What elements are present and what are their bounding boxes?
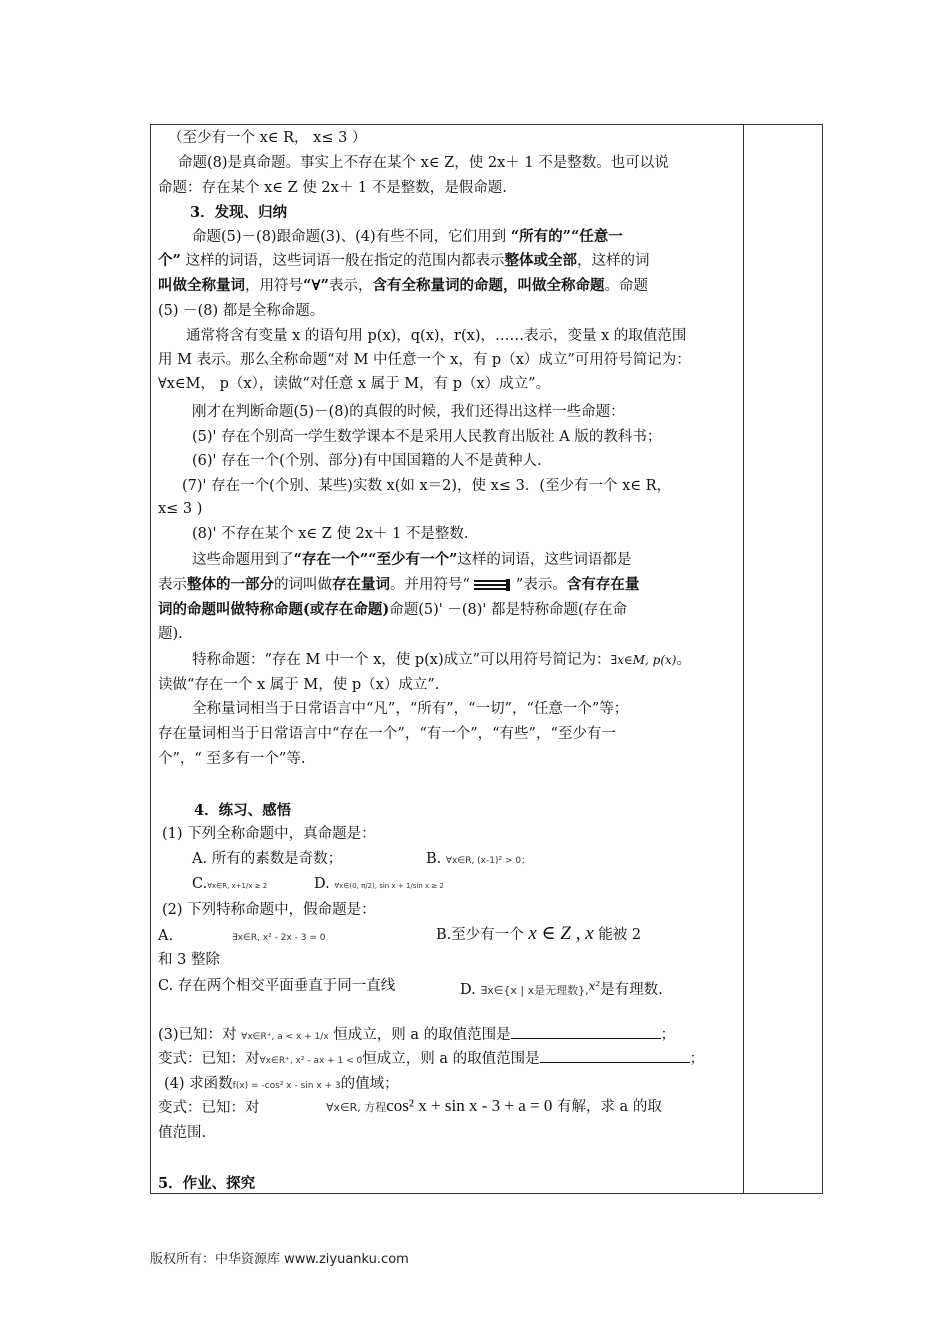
option-line: 和 3 整除 xyxy=(158,952,220,968)
paragraph-line: 命题(5)－(8)跟命题(3)、(4)有些不同，它们用到 “所有的”“任意一 xyxy=(192,228,623,245)
question-line: (1) 下列全称命题中，真命题是： xyxy=(162,826,376,842)
paragraph-line: (8)' 不存在某个 x∈ Z 使 2x＋ 1 不是整数. xyxy=(192,526,469,542)
paragraph-line: (6)' 存在一个(个别、部分)有中国国籍的人不是黄种人. xyxy=(192,453,542,469)
option-line: A. 所有的素数是奇数； xyxy=(192,851,343,867)
paragraph-line: 叫做全称量词，用符号“∀”表示，含有全称量词的命题，叫做全称命题。命题 xyxy=(158,277,648,294)
paragraph-line: 词的命题叫做特称命题(或存在命题)命题(5)' －(8)' 都是特称命题(存在命 xyxy=(158,601,628,618)
section-heading: 5．作业、探究 xyxy=(158,1175,256,1192)
paragraph-line: 个” 这样的词语，这些词语一般在指定的范围内都表示整体或全部，这样的词 xyxy=(158,252,650,269)
paragraph-line: 全称量词相当于日常语言中“凡”，“所有”，“一切”，“任意一个”等； xyxy=(192,701,629,717)
paragraph-line: 通常将含有变量 x 的语句用 p(x)，q(x)，r(x)，……表示，变量 x 的取值范围 xyxy=(186,328,687,344)
question-line: 变式：已知：对∀x∈R⁺, x² - ax + 1 < 0恒成立，则 a 的取值范围是 ； xyxy=(158,1048,704,1071)
paragraph-line: (5) －(8) 都是全称命题。 xyxy=(158,303,325,319)
question-line: (3)已知：对 ∀x∈R⁺, a < x + 1/x 恒成立，则 a 的取值范围是 ； xyxy=(158,1024,675,1047)
question-line: 值范围. xyxy=(158,1125,207,1141)
section-heading: 3．发现、归纳 xyxy=(190,204,288,221)
answer-blank[interactable] xyxy=(540,1048,690,1063)
paragraph-line: 读做“存在一个 x 属于 M，使 p（x）成立”. xyxy=(158,677,440,693)
option-line: ∃x∈R, x² - 2x - 3 = 0 xyxy=(232,933,326,943)
question-line: (4) 求函数f(x) = -cos² x - sin x + 3的值域； xyxy=(164,1076,399,1092)
paragraph-line: (7)' 存在一个(个别、某些)实数 x(如 x＝2)，使 x≤ 3．(至少有一个 x∈ R， xyxy=(182,478,672,494)
question-line: (2) 下列特称命题中，假命题是： xyxy=(162,902,376,918)
answer-blank[interactable] xyxy=(511,1024,661,1039)
option-line: D. ∀x∈(0, π/2), sin x + 1/sin x ≥ 2 xyxy=(314,876,444,892)
paragraph-line: 这些命题用到了“存在一个”“至少有一个”这样的词语，这些词语都是 xyxy=(192,551,632,568)
paragraph-line: 题). xyxy=(158,626,183,642)
section-heading: 4．练习、感悟 xyxy=(194,802,292,819)
option-line: A. xyxy=(158,928,174,944)
copyright-footer: 版权所有：中华资源库 www.ziyuanku.com xyxy=(150,1252,409,1267)
question-line: ∀x∈R, 方程cos² x + sin x - 3 + a = 0 有解，求 a 的取 xyxy=(326,1096,662,1115)
paragraph-line: 刚才在判断命题(5)－(8)的真假的时候，我们还得出这样一些命题： xyxy=(192,404,625,420)
exists-symbol-icon xyxy=(470,578,516,592)
option-line: C. 存在两个相交平面垂直于同一直线 xyxy=(158,978,396,994)
paragraph-line: ∀x∈M， p（x），读做“对任意 x 属于 M，有 p（x）成立”。 xyxy=(158,376,551,392)
notes-column-divider xyxy=(743,124,744,1194)
paragraph-line: 存在量词相当于日常语言中“存在一个”，“有一个”，“有些”，“至少有一 xyxy=(158,726,616,742)
option-line: B.至少有一个 x ∈ Z , x 能被 2 xyxy=(436,923,642,944)
paragraph-line: 个”，“ 至多有一个”等. xyxy=(158,751,306,767)
paragraph-line: 特称命题：“存在 M 中一个 x，使 p(x)成立”可以用符号简记为：∃x∈M, p(x)。 xyxy=(192,652,691,668)
text-line: 命题：存在某个 x∈ Z 使 2x＋ 1 不是整数，是假命题. xyxy=(158,180,507,196)
paragraph-line: 用 M 表示。那么全称命题“对 M 中任意一个 x，有 p（x）成立”可用符号简记为： xyxy=(158,352,691,368)
option-line: D. ∃x∈{x | x是无理数},$^{x^2}$是有理数. xyxy=(460,979,663,998)
text-line: （至少有一个 x∈ R， x≤ 3 ） xyxy=(168,130,367,146)
question-line: 变式：已知：对 xyxy=(158,1100,260,1116)
option-line: C.∀x∈R, x+1/x ≥ 2 xyxy=(192,876,268,892)
text-line: 命题(8)是真命题。事实上不存在某个 x∈ Z，使 2x＋ 1 不是整数。也可以说 xyxy=(178,155,669,171)
option-line: B. ∀x∈R, (x-1)² > 0； xyxy=(426,851,531,867)
paragraph-line: x≤ 3 ) xyxy=(158,501,203,517)
paragraph-line: (5)' 存在个别高一学生数学课本不是采用人民教育出版社 A 版的教科书； xyxy=(192,429,662,445)
paragraph-line: 表示整体的一部分的词叫做存在量词。并用符号“ ”表示。含有存在量 xyxy=(158,576,640,593)
